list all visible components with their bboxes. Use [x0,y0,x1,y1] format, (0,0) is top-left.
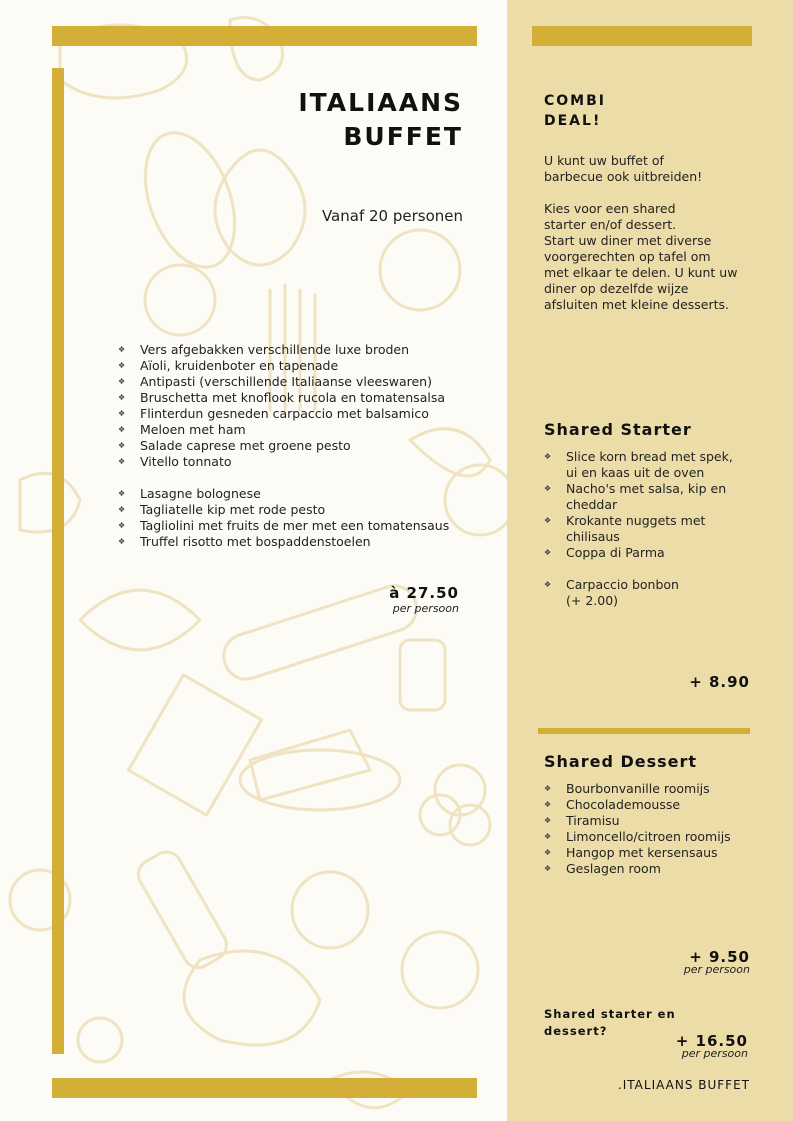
list-item: ❖ Geslagen room [544,861,754,877]
list-item: ❖ Limoncello/citroen roomijs [544,829,754,845]
combo-price [676,1032,748,1060]
tomato-doodle [292,872,368,948]
list-item: ❖ Tiramisu [544,813,754,829]
onion-doodle [145,265,215,335]
menu-group-2 [118,486,498,550]
title-line-1: ITALIAANS [298,88,463,117]
list-item: ❖ Vers afgebakken verschillende luxe broden [118,342,498,358]
cake-doodle [250,730,370,800]
list-item: ❖ Lasagne bolognese [118,486,498,502]
mushroom-doodle [78,1018,122,1062]
footer-label: .ITALIAANS BUFFET [617,1078,750,1092]
dessert-heading: Shared Dessert [544,752,698,771]
list-item: ❖ Chocolademousse [544,797,754,813]
subtitle: Vanaf 20 personen [321,207,463,225]
list-item: ❖ Carpaccio bonbon (+ 2.00) [544,577,749,609]
list-item: ❖ Tagliatelle kip met rode pesto [118,502,498,518]
list-item: ❖ Coppa di Parma [544,545,749,561]
plate-doodle [240,750,400,810]
dessert-price-unit: per persoon [683,963,750,976]
eggplant-doodle [128,121,251,280]
combi-deal-heading [544,91,606,131]
list-item: ❖ Aïoli, kruidenboter en tapenade [118,358,498,374]
price-unit: per persoon [392,602,459,615]
page-title [298,86,463,154]
list-item: ❖ Bourbonvanille roomijs [544,781,754,797]
dessert-list [544,781,754,877]
chocolate-doodle [129,675,262,815]
list-item: ❖ Nacho's met salsa, kip en cheddar [544,481,749,513]
list-item: ❖ Bruschetta met knoflook rucola en tomatensalsa [118,390,498,406]
combo-question: Shared starter en dessert? [544,1007,676,1038]
pumpkin-doodle [215,150,305,265]
cabbage-doodle [380,230,460,310]
list-item: ❖ Tagliolini met fruits de mer met een tomatensaus [118,518,498,534]
dessert-price [684,948,750,976]
menu-list [118,342,498,550]
salt-shaker-doodle [400,640,445,710]
starter-price: + 8.90 [689,673,750,691]
list-item: ❖ Hangop met kersensaus [544,845,754,861]
top-right-bar [532,26,752,46]
starter-heading: Shared Starter [544,420,692,439]
left-vertical-bar [52,68,64,1054]
combi-line-1: COMBI [544,93,606,109]
top-left-bar [52,26,477,46]
combo-price-unit: per persoon [681,1047,748,1060]
fish-doodle [80,590,200,650]
garlic-doodle [402,932,478,1008]
list-item: ❖ Krokante nuggets met chilisaus [544,513,749,545]
combi-line-2: DEAL! [544,113,602,129]
list-item: ❖ Flinterdun gesneden carpaccio met balsamico [118,406,498,422]
list-item: ❖ Salade caprese met groene pesto [118,438,498,454]
dessert-price-value: + 9.50 [689,948,750,966]
bottom-left-bar [52,1078,477,1098]
list-item: ❖ Slice korn bread met spek, ui en kaas uit de oven [544,449,749,481]
list-item: ❖ Truffel risotto met bospaddenstoelen [118,534,498,550]
list-item: ❖ Antipasti (verschillende Italiaanse vleeswaren) [118,374,498,390]
title-line-2: BUFFET [343,122,463,151]
price-value: à 27.50 [389,584,459,602]
buffet-price [389,584,459,615]
intro-text-1: U kunt uw buffet of barbecue ook uitbreiden! [544,153,703,184]
divider-bar [538,728,750,734]
list-item: ❖ Vitello tonnato [118,454,498,470]
combo-price-value: + 16.50 [675,1032,748,1050]
intro-text-2: Kies voor een shared starter en/of dessert. Start uw diner met diverse voorgerechten op tafel om met elkaar te delen. U kunt uw diner op dezelfde wijze afsluiten met kleine desserts. [544,201,738,312]
list-item: ❖ Meloen met ham [118,422,498,438]
menu-group-1 [118,342,498,470]
starter-list [544,449,749,609]
